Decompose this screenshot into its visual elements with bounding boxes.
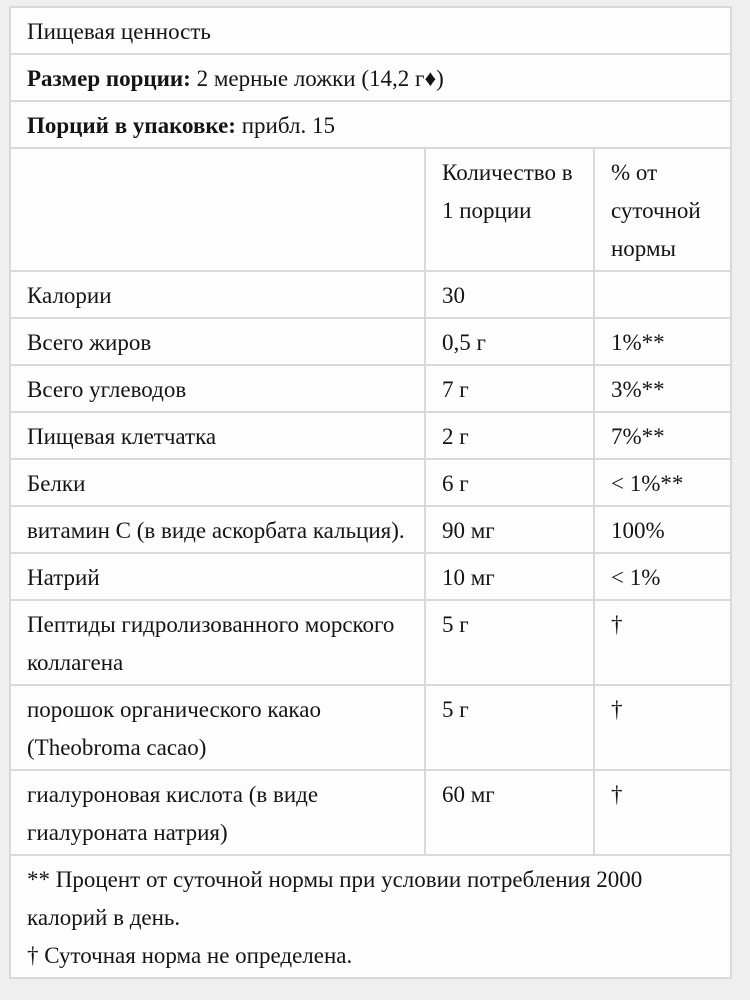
column-header-daily-value: % от суточной нормы bbox=[594, 148, 731, 271]
nutrient-name: Пептиды гидролизованного морского коллагена bbox=[10, 600, 425, 685]
nutrient-name: порошок органического какао (Theobroma cacao) bbox=[10, 685, 425, 770]
label-title: Пищевая ценность bbox=[10, 7, 731, 54]
nutrient-daily-value: † bbox=[594, 600, 731, 685]
nutrient-daily-value: 100% bbox=[594, 506, 731, 553]
nutrient-name: витамин C (в виде аскорбата кальция). bbox=[10, 506, 425, 553]
footnotes-cell bbox=[10, 855, 731, 978]
nutrient-name: гиалуроновая кислота (в виде гиалуроната натрия) bbox=[10, 770, 425, 855]
footnote-dagger: † Суточная норма не определена. bbox=[27, 943, 353, 968]
serving-size-label: Размер порции: bbox=[27, 66, 191, 91]
nutrient-daily-value bbox=[594, 271, 731, 318]
nutrient-amount: 10 мг bbox=[425, 553, 594, 600]
nutrient-daily-value: 3%** bbox=[594, 365, 731, 412]
servings-per-container-cell bbox=[10, 101, 731, 148]
nutrient-amount: 7 г bbox=[425, 365, 594, 412]
nutrient-daily-value: 1%** bbox=[594, 318, 731, 365]
nutrient-daily-value: † bbox=[594, 770, 731, 855]
servings-per-container-value: прибл. 15 bbox=[241, 113, 335, 138]
nutrition-facts-table bbox=[9, 6, 732, 979]
nutrient-daily-value: < 1%** bbox=[594, 459, 731, 506]
title-row bbox=[10, 7, 731, 54]
nutrient-daily-value: 7%** bbox=[594, 412, 731, 459]
nutrient-row bbox=[10, 365, 731, 412]
nutrient-amount: 5 г bbox=[425, 600, 594, 685]
nutrient-name: Всего жиров bbox=[10, 318, 425, 365]
nutrient-amount: 5 г bbox=[425, 685, 594, 770]
nutrient-row bbox=[10, 459, 731, 506]
footnote-daily-value: ** Процент от суточной нормы при условии потребления 2000 калорий в день. bbox=[27, 867, 643, 930]
column-header-empty bbox=[10, 148, 425, 271]
serving-size-row bbox=[10, 54, 731, 101]
nutrient-name: Белки bbox=[10, 459, 425, 506]
nutrient-amount: 6 г bbox=[425, 459, 594, 506]
nutrient-amount: 30 bbox=[425, 271, 594, 318]
nutrient-daily-value: < 1% bbox=[594, 553, 731, 600]
serving-size-cell bbox=[10, 54, 731, 101]
nutrient-amount: 0,5 г bbox=[425, 318, 594, 365]
nutrient-row bbox=[10, 412, 731, 459]
servings-per-container-label: Порций в упаковке: bbox=[27, 113, 236, 138]
nutrient-row bbox=[10, 271, 731, 318]
nutrient-amount: 90 мг bbox=[425, 506, 594, 553]
nutrient-amount: 60 мг bbox=[425, 770, 594, 855]
nutrient-amount: 2 г bbox=[425, 412, 594, 459]
nutrient-daily-value: † bbox=[594, 685, 731, 770]
footnotes-row bbox=[10, 855, 731, 978]
nutrient-name: Калории bbox=[10, 271, 425, 318]
column-header-amount: Количество в 1 порции bbox=[425, 148, 594, 271]
nutrient-name: Натрий bbox=[10, 553, 425, 600]
nutrient-row bbox=[10, 553, 731, 600]
nutrient-name: Пищевая клетчатка bbox=[10, 412, 425, 459]
nutrient-row bbox=[10, 685, 731, 770]
nutrient-row bbox=[10, 506, 731, 553]
nutrient-row bbox=[10, 318, 731, 365]
serving-size-value: 2 мерные ложки (14,2 г♦) bbox=[196, 66, 444, 91]
nutrient-row bbox=[10, 770, 731, 855]
nutrient-row bbox=[10, 600, 731, 685]
column-header-row bbox=[10, 148, 731, 271]
servings-per-container-row bbox=[10, 101, 731, 148]
nutrient-name: Всего углеводов bbox=[10, 365, 425, 412]
